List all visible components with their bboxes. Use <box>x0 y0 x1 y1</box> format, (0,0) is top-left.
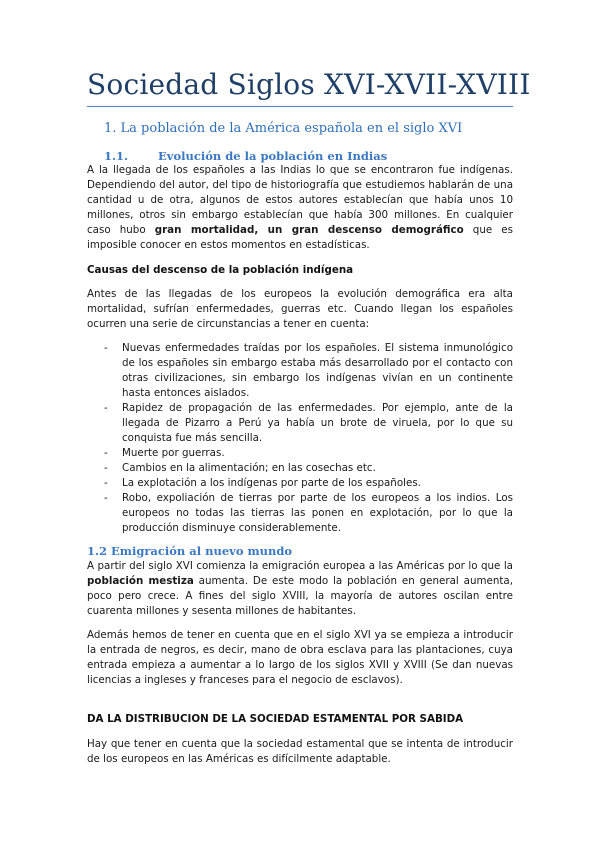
list-item-text: Robo, expoliación de tierras por parte de los europeos a los indios. Los europeos no todas las tierras las ponen en explotación, por lo que la producción disminuye considerablemente. <box>122 492 513 534</box>
paragraph-arrival <box>87 163 513 253</box>
caps-heading: DA LA DISTRIBUCION DE LA SOCIEDAD ESTAMENTAL POR SABIDA <box>87 713 464 725</box>
paragraph-estamental: Hay que tener en cuenta que la sociedad estamental que se intenta de introducir de los europeos en las Américas es difícilmente adaptable. <box>87 738 513 765</box>
section-1-heading: 1. La población de la América española en el siglo XVI <box>104 121 463 136</box>
list-item-text: Cambios en la alimentación; en las cosechas etc. <box>122 462 376 474</box>
subsection-title: Evolución de la población en Indias <box>158 149 388 163</box>
title-underline <box>87 106 513 107</box>
bullet-dash: - <box>104 342 108 354</box>
list-item <box>87 476 513 491</box>
causes-list <box>87 341 513 536</box>
list-item <box>87 401 513 446</box>
bold-phrase: población mestiza <box>87 575 194 587</box>
paragraph-text: que es imposible conocer en estos momentos en estadísticas. <box>87 224 513 251</box>
list-item-text: Rapidez de propagación de las enfermedades. Por ejemplo, ante de la llegada de Pizarro a Perú ya había un brote de viruela, por lo que su conquista fue más sencilla. <box>122 402 513 444</box>
list-item <box>87 491 513 536</box>
bullet-dash: - <box>104 492 108 504</box>
subsection-1-1-heading <box>104 149 524 163</box>
paragraph-text: aumenta. De este modo la población en general aumenta, poco pero crece. A fines del siglo XVIII, la mayoría de autores oscilan entre cuarenta millones y sesenta millones de habitantes. <box>87 575 513 617</box>
list-item-text: La explotación a los indígenas por parte de los españoles. <box>122 477 421 489</box>
paragraph-before-arrival: Antes de las llegadas de los europeos la evolución demográfica era alta mortalidad, sufrían enfermedades, guerras etc. Cuando llegan los españoles ocurren una serie de circunstancias a tener en cuenta: <box>87 288 513 330</box>
paragraph-text: A partir del siglo XVI comienza la emigración europea a las Américas por lo que la <box>87 560 513 572</box>
bullet-dash: - <box>104 462 108 474</box>
bullet-dash: - <box>104 477 108 489</box>
list-item <box>87 341 513 401</box>
bold-phrase: gran mortalidad, un gran descenso demográfico <box>154 224 464 236</box>
bullet-dash: - <box>104 447 108 459</box>
list-item-text: Muerte por guerras. <box>122 447 225 459</box>
list-item <box>87 446 513 461</box>
causes-heading: Causas del descenso de la población indígena <box>87 264 354 276</box>
subsection-number: 1.1. <box>104 149 129 163</box>
section-1-2-heading: 1.2 Emigración al nuevo mundo <box>87 544 293 558</box>
paragraph-emigration <box>87 559 513 619</box>
list-item <box>87 461 513 476</box>
bullet-dash: - <box>104 402 108 414</box>
list-item-text: Nuevas enfermedades traídas por los españoles. El sistema inmunológico de los españoles sin embargo estaba más desarrollado por el contacto con otras civilizaciones, sin embargo los indígenas vivían en un continente hasta entonces aislados. <box>122 342 513 399</box>
paragraph-text: A la llegada de los españoles a las Indias lo que se encontraron fue indígenas. Dependiendo del autor, del tipo de historiografía que estudiemos hablarán de una cantidad u de otra, algunos de estos autores establecían que había unos 10 millones, otros sin embargo establecían que había 300 millones. En cualquier caso hubo <box>87 164 513 236</box>
paragraph-slaves: Además hemos de tener en cuenta que en el siglo XVI ya se empieza a introducir la entrada de negros, es decir, mano de obra esclava para las plantaciones, cuya entrada empieza a aumentar a lo largo de los siglos XVII y XVIII (Se dan nuevas licencias a ingleses y franceses para el negocio de esclavos). <box>87 629 513 686</box>
document-title: Sociedad Siglos XVI-XVII-XVIII <box>87 68 531 101</box>
